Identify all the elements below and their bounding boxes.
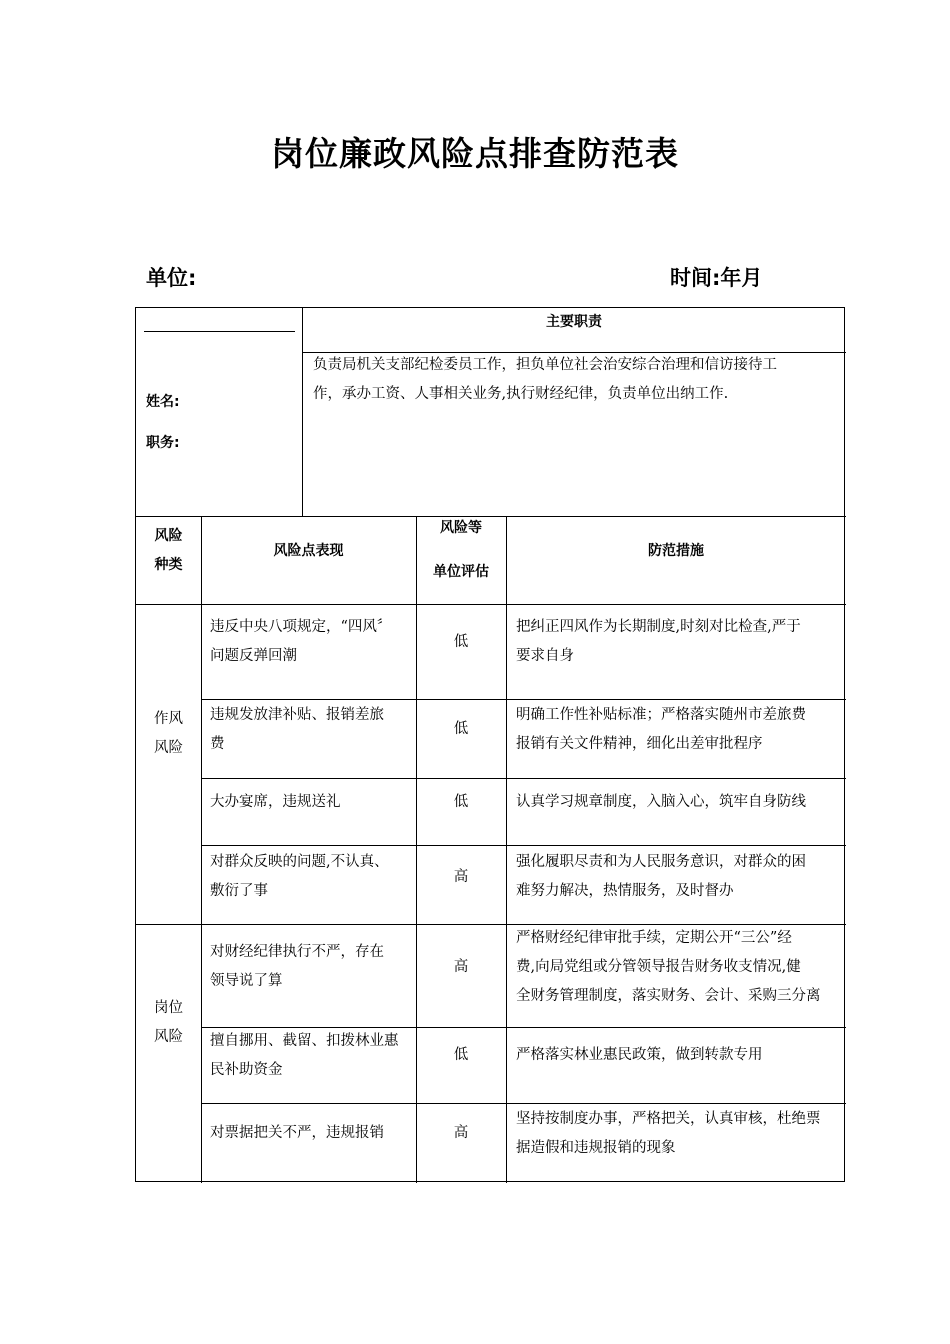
risk-measure: 严格财经纪律审批手续，定期公开“三公”经 xyxy=(516,930,792,946)
risk-table xyxy=(135,307,845,1182)
risk-point: 问题反弹回潮 xyxy=(210,648,297,664)
risk-point: 对群众反映的问题,不认真、 xyxy=(210,854,389,870)
unit-label: 单位: xyxy=(146,266,197,290)
risk-measure: 强化履职尽责和为人民服务意识，对群众的困 xyxy=(516,854,806,870)
table-divider xyxy=(302,308,303,516)
col-header-type: 风险 xyxy=(154,528,183,544)
table-divider xyxy=(416,516,417,1183)
risk-measure: 全财务管理制度，落实财务、会计、采购三分离 xyxy=(516,988,821,1004)
risk-level: 低 xyxy=(453,721,469,737)
risk-level: 低 xyxy=(453,1047,469,1063)
risk-measure: 认真学习规章制度，入脑入心，筑牢自身防线 xyxy=(516,794,806,810)
risk-point: 敷衍了事 xyxy=(210,883,268,899)
risk-measure: 严格落实林业惠民政策，做到转款专用 xyxy=(516,1047,763,1063)
risk-measure: 难努力解决，热情服务，及时督办 xyxy=(516,883,734,899)
table-divider xyxy=(201,516,202,1183)
col-header-level: 单位评估 xyxy=(433,564,489,580)
risk-level: 高 xyxy=(453,959,469,975)
risk-measure: 把纠正四风作为长期制度,时刻对比检查,严于 xyxy=(516,619,801,635)
col-header-type: 种类 xyxy=(154,557,183,573)
risk-point: 违规发放津补贴、报销差旅 xyxy=(210,707,384,723)
risk-point: 违反中央八项规定，“四风〞 xyxy=(210,619,392,635)
risk-point: 大办宴席，违规送礼 xyxy=(210,794,341,810)
duties-text: 负责局机关支部纪检委员工作，担负单位社会治安综合治理和信访接待工 xyxy=(313,357,777,373)
table-divider xyxy=(201,845,846,846)
risk-measure: 明确工作性补贴标准；严格落实随州市差旅费 xyxy=(516,707,806,723)
risk-measure: 据造假和违规报销的现象 xyxy=(516,1140,676,1156)
risk-measure: 费,向局党组或分管领导报告财务收支情况,健 xyxy=(516,959,801,975)
risk-point: 对票据把关不严，违规报销 xyxy=(210,1125,384,1141)
group-label: 风险 xyxy=(154,1029,183,1045)
risk-point: 对财经纪律执行不严，存在 xyxy=(210,944,384,960)
group-label: 风险 xyxy=(154,740,183,756)
col-header-level: 风险等 xyxy=(440,520,482,536)
col-header-point: 风险点表现 xyxy=(273,543,344,559)
group-label: 作风 xyxy=(154,711,183,727)
risk-measure: 报销有关文件精神，细化出差审批程序 xyxy=(516,736,763,752)
risk-point: 费 xyxy=(210,736,225,752)
table-divider xyxy=(201,1103,846,1104)
name-label: 姓名: xyxy=(146,394,180,410)
risk-level: 低 xyxy=(453,634,469,650)
risk-point: 擅自挪用、截留、扣拨林业惠 xyxy=(210,1033,399,1049)
risk-point: 民补助资金 xyxy=(210,1062,283,1078)
group-label: 岗位 xyxy=(154,1000,183,1016)
risk-level: 高 xyxy=(453,1125,469,1141)
position-label: 职务: xyxy=(146,435,180,451)
table-divider xyxy=(144,331,295,332)
page-title: 岗位廉政风险点排查防范表 xyxy=(271,134,679,173)
risk-measure: 坚持按制度办事，严格把关，认真审核，杜绝票 xyxy=(516,1111,821,1127)
table-divider xyxy=(201,699,846,700)
risk-level: 低 xyxy=(453,794,469,810)
table-divider xyxy=(136,604,846,605)
duties-text: 作，承办工资、人事相关业务,执行财经纪律，负责单位出纳工作. xyxy=(313,386,729,402)
col-header-measure: 防范措施 xyxy=(648,543,704,559)
risk-level: 高 xyxy=(453,869,469,885)
risk-point: 领导说了算 xyxy=(210,973,283,989)
table-divider xyxy=(506,516,507,1183)
risk-measure: 要求自身 xyxy=(516,648,574,664)
table-divider xyxy=(201,778,846,779)
duties-heading: 主要职责 xyxy=(546,314,602,330)
time-label: 时间:年月 xyxy=(670,266,763,290)
